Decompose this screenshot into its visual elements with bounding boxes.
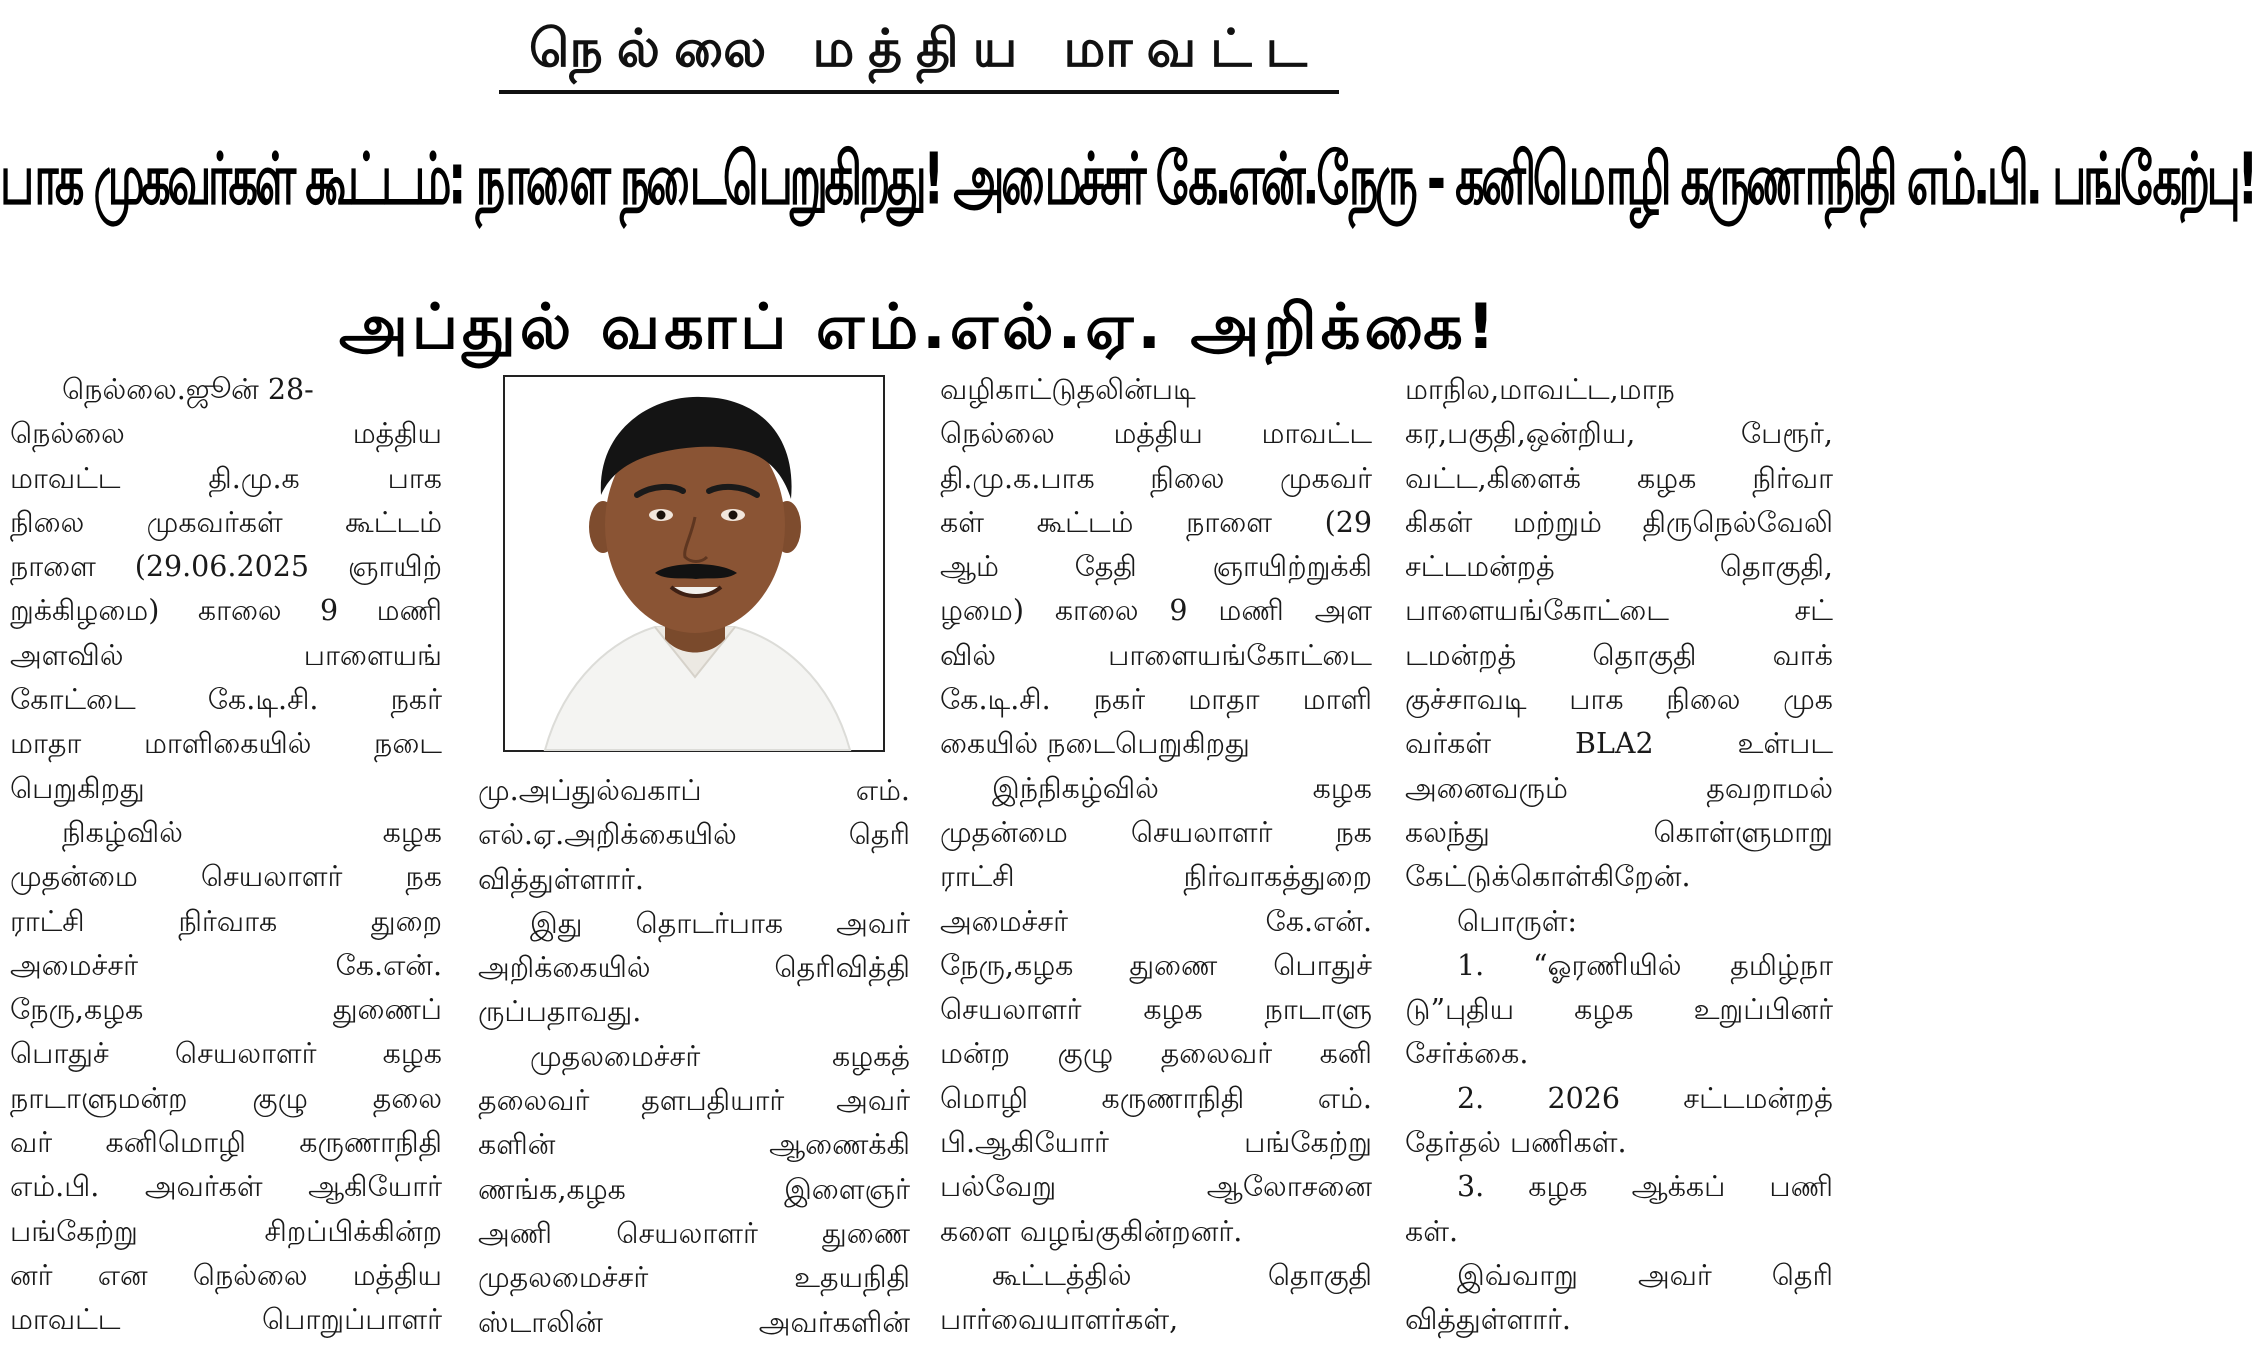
text-line: களை வழங்குகின்றனர். bbox=[940, 1214, 1243, 1248]
text-line: மாவட்ட பொறுப்பாளர் bbox=[10, 1303, 442, 1337]
text-line: நாளை (29.06.2025 ஞாயிற் bbox=[10, 550, 442, 584]
text-line: அறிக்கையில் தெரிவித்தி bbox=[478, 951, 910, 985]
text-line: அமைச்சர் கே.என். bbox=[940, 904, 1372, 938]
text-line: பல்வேறு ஆலோசனை bbox=[940, 1170, 1372, 1204]
text-line: மாநில,மாவட்ட,மாந bbox=[1405, 373, 1675, 406]
text-line: ழமை) காலை 9 மணி அள bbox=[940, 594, 1372, 628]
article-column-3 bbox=[940, 368, 1372, 1343]
text-line: முதலமைச்சர் உதயநிதி bbox=[478, 1261, 910, 1295]
text-line: எம்.பி. அவர்கள் ஆகியோர் bbox=[10, 1170, 442, 1204]
text-line: பார்வையாளர்கள், bbox=[940, 1303, 1179, 1337]
article-column-4 bbox=[1405, 368, 1833, 1343]
text-line: நிலை முகவர்கள் கூட்டம் bbox=[10, 505, 442, 539]
portrait-figure bbox=[505, 377, 883, 750]
text-line: 1. “ஓரணியில் தமிழ்நா bbox=[1457, 948, 1833, 982]
text-line: ராட்சி நிர்வாக துறை bbox=[10, 904, 442, 938]
text-line: பாளையங்கோட்டை சட் bbox=[1405, 594, 1833, 628]
text-line: தி.மு.க.பாக நிலை முகவர் bbox=[940, 461, 1372, 495]
text-line: னர் என நெல்லை மத்திய bbox=[10, 1258, 442, 1292]
text-line: மன்ற குழு தலைவர் கனி bbox=[940, 1037, 1372, 1071]
text-line: மாதா மாளிகையில் நடை bbox=[10, 727, 442, 761]
text-line: றுக்கிழமை) காலை 9 மணி bbox=[10, 594, 442, 628]
text-line: முதலமைச்சர் கழகத் bbox=[530, 1039, 910, 1073]
text-line: 3. கழக ஆக்கப் பணி bbox=[1457, 1170, 1833, 1204]
text-line: களின் ஆணைக்கி bbox=[478, 1128, 910, 1162]
text-line: ஆம் தேதி ஞாயிற்றுக்கி bbox=[940, 550, 1372, 584]
text-line: மாவட்ட தி.மு.க பாக bbox=[10, 461, 442, 495]
text-line: நெல்லை.ஜூன் 28- bbox=[62, 373, 314, 406]
text-line: வித்துள்ளார். bbox=[1405, 1303, 1571, 1337]
text-line: சேர்க்கை. bbox=[1405, 1037, 1529, 1071]
text-line: நாடாளுமன்ற குழு தலை bbox=[10, 1081, 442, 1115]
text-line: அணி செயலாளர் துணை bbox=[478, 1216, 910, 1250]
text-line: வர்கள் BLA2 உள்பட bbox=[1405, 727, 1833, 761]
text-line: ஸ்டாலின் அவர்களின் bbox=[478, 1305, 910, 1339]
text-line: 2. 2026 சட்டமன்றத் bbox=[1457, 1081, 1833, 1115]
text-line: மு.அப்துல்வகாப் எம். bbox=[478, 774, 910, 807]
text-line: கேட்டுக்கொள்கிறேன். bbox=[1405, 860, 1691, 894]
text-line: செயலாளர் கழக நாடாளு bbox=[940, 993, 1372, 1027]
text-line: வட்ட,கிளைக் கழக நிர்வா bbox=[1405, 461, 1833, 495]
portrait-photo bbox=[503, 375, 885, 752]
text-line: கலந்து கொள்ளுமாறு bbox=[1405, 815, 1833, 849]
text-line: முதன்மை செயலாளர் நக bbox=[940, 815, 1372, 849]
text-line: இந்நிகழ்வில் கழக bbox=[992, 771, 1372, 805]
text-line: டு”புதிய கழக உறுப்பினர் bbox=[1405, 993, 1833, 1027]
text-line: அனைவரும் தவறாமல் bbox=[1405, 771, 1833, 805]
text-line: டமன்றத் தொகுதி வாக் bbox=[1405, 638, 1833, 672]
text-line: கர,பகுதி,ஒன்றிய, பேரூர், bbox=[1405, 417, 1833, 451]
kicker-banner bbox=[0, 14, 1838, 94]
text-line: கையில் நடைபெறுகிறது bbox=[940, 727, 1250, 761]
text-line: வில் பாளையங்கோட்டை bbox=[940, 638, 1372, 672]
text-line: பொருள்: bbox=[1457, 904, 1578, 938]
text-line: தேர்தல் பணிகள். bbox=[1405, 1126, 1627, 1160]
text-line: எல்.ஏ.அறிக்கையில் தெரி bbox=[478, 818, 910, 852]
text-line: நெல்லை மத்திய bbox=[10, 417, 442, 451]
sub-headline: அப்துல் வகாப் எம்.எல்.ஏ. அறிக்கை! bbox=[338, 290, 1500, 363]
text-line: பங்கேற்று சிறப்பிக்கின்ற bbox=[10, 1214, 442, 1248]
text-line: முதன்மை செயலாளர் நக bbox=[10, 860, 442, 894]
text-line: கோட்டை கே.டி.சி. நகர் bbox=[10, 683, 442, 717]
text-line: நிகழ்வில் கழக bbox=[62, 815, 442, 849]
text-line: பொதுச் செயலாளர் கழக bbox=[10, 1037, 442, 1071]
article-column-2 bbox=[478, 769, 910, 1345]
text-line: அமைச்சர் கே.என். bbox=[10, 948, 442, 982]
text-line: கள். bbox=[1405, 1214, 1459, 1248]
text-line: நெல்லை மத்திய மாவட்ட bbox=[940, 417, 1372, 451]
text-line: ணங்க,கழக இளைஞர் bbox=[478, 1172, 910, 1206]
text-line: வர் கனிமொழி கருணாநிதி bbox=[10, 1126, 442, 1160]
text-line: கூட்டத்தில் தொகுதி bbox=[992, 1258, 1372, 1292]
text-line: குச்சாவடி பாக நிலை முக bbox=[1405, 683, 1833, 717]
text-line: சட்டமன்றத் தொகுதி, bbox=[1405, 550, 1833, 584]
article-column-1 bbox=[10, 368, 442, 1343]
text-line: தலைவர் தளபதியார் அவர் bbox=[478, 1084, 910, 1118]
text-line: மொழி கருணாநிதி எம். bbox=[940, 1081, 1372, 1115]
text-line: பெறுகிறது bbox=[10, 771, 145, 805]
text-line: இது தொடர்பாக அவர் bbox=[530, 906, 910, 940]
text-line: நேரு,கழக துணை பொதுச் bbox=[940, 948, 1372, 982]
text-line: பி.ஆகியோர் பங்கேற்று bbox=[940, 1126, 1372, 1160]
text-line: வழிகாட்டுதலின்படி bbox=[940, 373, 1196, 406]
main-headline: பாக முகவர்கள் கூட்டம்: நாளை நடைபெறுகிறது! அமைச்சர் கே.என்.நேரு - கனிமொழி கருணாநிதி எம்.பி. பங்கேற்பு! bbox=[0, 136, 2255, 221]
text-line: நேரு,கழக துணைப் bbox=[10, 993, 442, 1027]
text-line: கே.டி.சி. நகர் மாதா மாளி bbox=[940, 683, 1372, 717]
text-line: ருப்பதாவது. bbox=[478, 995, 642, 1029]
text-line: இவ்வாறு அவர் தெரி bbox=[1457, 1258, 1833, 1292]
text-line: ராட்சி நிர்வாகத்துறை bbox=[940, 860, 1372, 894]
text-line: கிகள் மற்றும் திருநெல்வேலி bbox=[1405, 505, 1833, 539]
text-line: அளவில் பாளையங் bbox=[10, 638, 442, 672]
text-line: வித்துள்ளார். bbox=[478, 862, 644, 896]
text-line: கள் கூட்டம் நாளை (29 bbox=[940, 505, 1372, 539]
kicker-title: நெல்லை மத்திய மாவட்ட bbox=[499, 14, 1339, 94]
